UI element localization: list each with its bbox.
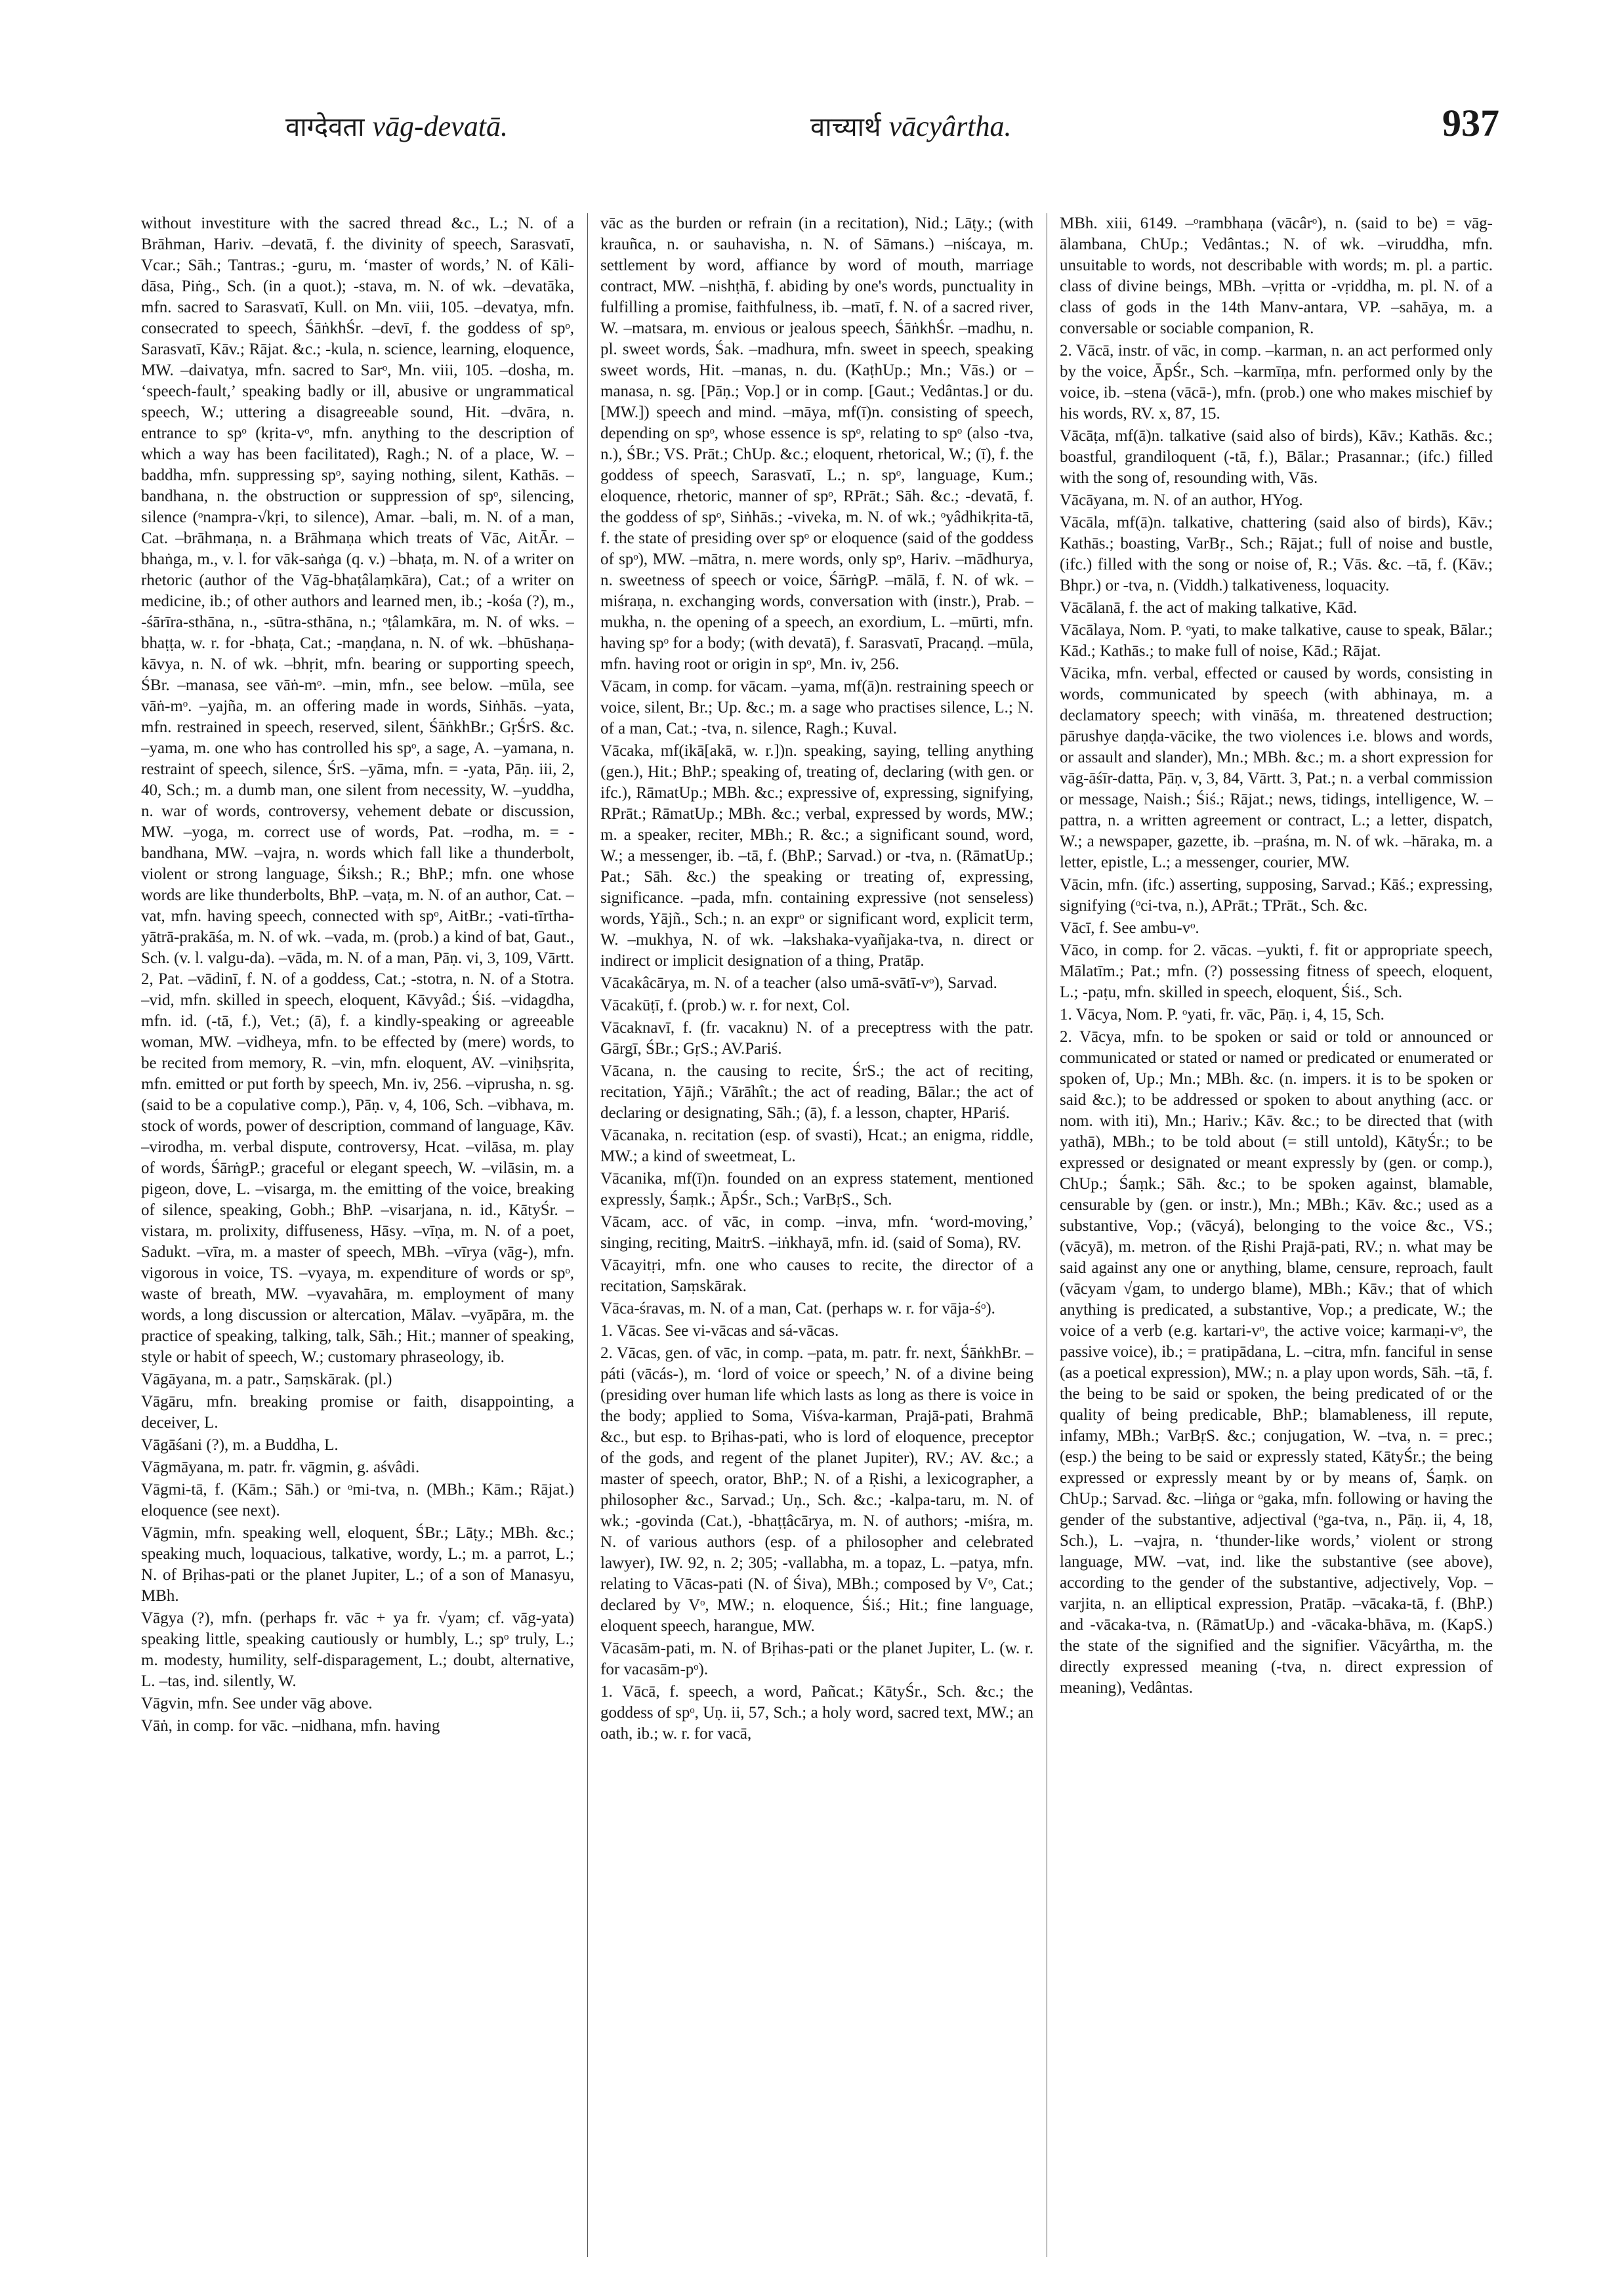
dictionary-entry: Vāco, in comp. for 2. vācas. –yukti, f. fit or appropriate speech, Mālatīm.; Pat.; mfn. (?) possessing fitness of speech, eloquent, L.; -paṭu, mfn. skilled in speech, eloquent, Śiś., Sch. (1060, 941, 1493, 1001)
dictionary-entry: Vācālaya, Nom. P. ᵒyati, to make talkative, cause to speak, Bālar.; Kād.; Kathās.; to make full of noise, Kād.; Rājat. (1060, 621, 1493, 660)
dictionary-entry: Vācanaka, n. recitation (esp. of svasti), Hcat.; an enigma, riddle, MW.; a kind of sweetmeat, L. (600, 1127, 1033, 1165)
dictionary-entry: 1. Vācas. See vi-vācas and sá-vācas. (600, 1322, 839, 1340)
page-number: 937 (1442, 102, 1499, 144)
dictionary-entry: Vācāṭa, mf(ā)n. talkative (said also of birds), Kāv.; Kathās. &c.; boastful, grandiloquent (-tā, f.), Bālar.; Prasannar.; (ifc.) filled with the song of, resounding with, Vās. (1060, 427, 1493, 487)
dictionary-entry: Vācasām-pati, m. N. of Bṛihas-pati or the planet Jupiter, L. (w. r. for vacasām-pᵒ). (600, 1640, 1033, 1678)
dictionary-entry: Vāgvin, mfn. See under vāg above. (141, 1695, 373, 1712)
dictionary-entry: Vācāyana, m. N. of an author, HYog. (1060, 491, 1303, 509)
dictionary-entry: vāc as the burden or refrain (in a recitation), Nid.; Lāṭy.; (with krauñca, n. or sauhavisha, n. N. of Sāmans.) –niścaya, m. settlement by word, affiance by word of mouth, marriage contract, MW. –nishṭhā, f. abiding by one's words, punctuality in fulfilling a promise, faithfulness, ib. –matī, f. N. of a sacred river, W. –matsara, m. envious or jealous speech, ŚāṅkhŚr. –madhu, n. pl. sweet words, Śak. –madhura, mfn. sweet in speech, speaking sweet words, Hit. –manas, n. du. (KaṭhUp.; Mn.; Vās.) or –manasa, n. sg. [Pāṇ.; Vop.] or in comp. [Gaut.; Vedântas.] or du. [MW.]) speech and mind. –māya, mf(ī)n. consisting of speech, depending on spᵒ, whose essence is spᵒ, relating to spᵒ (also -tva, n.), ŚBr.; VS. Prāt.; ChUp. &c.; eloquent, rhetorical, W.; (ī), f. the goddess of speech, Sarasvatī, L.; n. spᵒ, language, Kum.; eloquence, rhetoric, manner of spᵒ, RPrāt.; Sāh. &c.; -devatā, f. the goddess of spᵒ, Siṅhās.; -viveka, m. N. of wk.; ᵒyâdhikṛita-tā, f. the state of presiding over spᵒ or eloquence (said of the goddess of spᵒ), MW. –mātra, n. mere words, only spᵒ, Hariv. –mādhurya, n. sweetness of speech or voice, ŚārṅgP. –mālā, f. N. of wk. –miśraṇa, n. exchanging words, conversation with (instr.), Prab. –mukha, n. the opening of a speech, an exordium, L. –mūrti, mfn. having spᵒ for a body; (with devatā), f. Sarasvatī, Pracaṇḍ. –mūla, mfn. having root or origin in spᵒ, Mn. iv, 256. (600, 215, 1033, 673)
dictionary-entry: 2. Vācya, mfn. to be spoken or said or told or announced or communicated or stated or named or predicated or enumerated or spoken of, Up.; Mn.; MBh. &c. (n. impers. it is to be spoken or said &c.); to be addressed or spoken to about anything (acc. or nom. with iti), Mn.; Hariv.; Kāv. &c.; to be directed that (with yathā), MBh.; to be told about (= still untold), KātyŚr.; to be expressed or designated or meant expressly by (gen. or comp.), ChUp.; Śaṃk.; Sāh. &c.; to be spoken against, blamable, censurable by (gen. or instr.), Mn.; MBh.; Kāv. &c.; used as a substantive, Vop.; (vācyá), belonging to the voice &c., VS.; (vācyā), m. metron. of the Ṛishi Prajā-pati, RV.; n. what may be said against any one or anything, blame, censure, reproach, fault (vācyam √gam, to undergo blame), MBh.; Kāv.; that of which anything is predicated, a substantive, Vop.; a predicate, W.; the voice of a verb (e.g. kartari-vᵒ, the active voice; karmaṇi-vᵒ, the passive voice), ib.; = pratipādana, L. –citra, mfn. fanciful in sense (as a poetical expression), MW.; n. a play upon words, Sāh. –tā, f. the being to be said or spoken, the being predicated of or the quality of being predicable, BhP.; blamableness, ill repute, infamy, MBh.; VarBṛS. &c.; conjugation, W. –tva, n. = prec.; (esp.) the being to be said or expressly stated, KātyŚr.; the being expressed or expressly meant by or by means of, Śaṃk. on ChUp.; Sarvad. &c. –liṅga or ᵒgaka, mfn. following or having the gender of the substantive, adjectival (ᵒga-tva, n., Pāṇ. ii, 4, 18, Sch.), L. –vajra, n. ‘thunder-like words,’ violent or strong language, MW. –vat, ind. like the substantive (see above), according to the gender of the substantive, adjectively, Vop. –varjita, n. an elliptical expression, Pratāp. –vācaka-tā, f. (BhP.) and -vācaka-tva, n. (RāmatUp.) and -vācaka-bhāva, m. (KapS.) the state of the signified and the signifier. Vācyârtha, m. the directly expressed meaning (-tva, n. direct expression of meaning), Vedântas. (1060, 1028, 1493, 1697)
dictionary-entry: 2. Vācā, instr. of vāc, in comp. –karman, n. an act performed only by the voice, ĀpŚr., Sch. –karmīṇa, mfn. performed only by the voice, ib. –stena (vācā-), mfn. (prob.) one who makes mischief by his words, RV. x, 87, 15. (1060, 342, 1493, 423)
dictionary-entry: 1. Vācya, Nom. P. ᵒyati, fr. vāc, Pāṇ. i, 4, 15, Sch. (1060, 1006, 1385, 1023)
dictionary-entry: Vāgya (?), mfn. (perhaps fr. vāc + ya fr. √yam; cf. vāg-yata) speaking little, speaking cautiously or humbly, L.; spᵒ truly, L.; m. modesty, humility, self-disparagement, L.; doubt, alternative, L. –tas, ind. silently, W. (141, 1609, 574, 1690)
dictionary-entry: Vāgmi-tā, f. (Kām.; Sāh.) or ᵒmi-tva, n. (MBh.; Kām.; Rājat.) eloquence (see next). (141, 1481, 574, 1520)
dictionary-columns (141, 213, 1499, 2257)
dictionary-entry: 2. Vācas, gen. of vāc, in comp. –pata, m. patr. fr. next, ŚāṅkhBr. –páti (vācás-), m. ‘lord of voice or speech,’ N. of a divine being (presiding over human life which lasts as long as there is voice in the body; applied to Soma, Viśva-karman, Prajā-pati, Brahmā &c., but esp. to Bṛihas-pati, who is lord of eloquence, preceptor of the gods, and regent of the planet Jupiter), RV.; AV. &c.; a master of speech, orator, BhP.; N. of a Ṛishi, a lexicographer, a philosopher &c., Sarvad.; Uṇ., Sch. &c.; -kalpa-taru, m. N. of wk.; -govinda (Cat.), -bhaṭṭâcārya, m. N. of authors; -miśra, m. N. of various authors (esp. of a philosopher and celebrated lawyer), IW. 92, n. 2; 305; -vallabha, m. a topaz, L. –patya, mfn. relating to Vācas-pati (N. of Śiva), MBh.; composed by Vᵒ, Cat.; declared by Vᵒ, MW.; n. eloquence, Śiś.; Hit.; fine language, eloquent speech, harangue, MW. (600, 1344, 1033, 1635)
running-head-left-translit: vāg-devatā. (372, 110, 508, 142)
dictionary-entry: without investiture with the sacred thread &c., L.; N. of a Brāhman, Hariv. –devatā, f. the divinity of speech, Sarasvatī, Vcar.; Sāh.; Tantras.; -guru, m. ‘master of words,’ N. of Kāli-dāsa, Piṅg., Sch. (in a quot.); -stava, m. N. of wk. –devatāka, mfn. sacred to Sarasvatī, Kull. on Mn. viii, 105. –devatya, mfn. consecrated to speech, ŚāṅkhŚr. –devī, f. the goddess of spᵒ, Sarasvatī, Kāv.; Rājat. &c.; -kula, n. science, learning, eloquence, MW. –daivatya, mfn. sacred to Sarᵒ, Mn. viii, 105. –dosha, m. ‘speech-fault,’ speaking badly or ill, abusive or ungrammatical speech, W.; uttering a disagreeable sound, Hit. –dvāra, n. entrance to spᵒ (kṛita-vᵒ, mfn. anything to the description of which a way has been facilitated), Ragh.; N. of a place, W. –baddha, mfn. suppressing spᵒ, saying nothing, silent, Kathās. –bandhana, n. the obstruction or suppression of spᵒ, silencing, silence (ᵒnampra-√kṛi, to silence), Amar. –bali, m. N. of a man, Cat. –brāhmaṇa, n. a Brāhmaṇa which treats of Vāc, AitĀr. –bhaṅga, m., v. l. for vāk-saṅga (q. v.) –bhaṭa, m. N. of a writer on rhetoric (author of the Vāg-bhaṭâlaṃkāra), Cat.; of a writer on medicine, ib.; of other authors and learned men, ib.; -kośa (?), m., -śārīra-sthāna, n., -sūtra-sthāna, n.; ᵒṭâlamkāra, m. N. of wks. –bhaṭṭa, w. r. for -bhaṭa, Cat.; -maṇḍana, n. N. of wk. –bhūshaṇa-kāvya, n. N. of wk. –bhṛit, mfn. bearing or supporting speech, ŚBr. –manasa, see vāṅ-mᵒ. –min, mfn., see below. –mūla, see vāṅ-mᵒ. –yajña, m. an offering made in words, Siṅhās. –yata, mfn. restrained in speech, reserved, silent, ŚāṅkhBr.; GṛŚrS. &c. –yama, m. one who has controlled his spᵒ, a sage, A. –yamana, n. restraint of speech, silence, ŚrS. –yāma, mfn. = -yata, Pāṇ. iii, 2, 40, Sch.; m. a dumb man, one silent from necessity, W. –yuddha, n. war of words, controversy, vehement debate or discussion, MW. –yoga, m. correct use of words, Pat. –rodha, m. = -bandhana, MW. –vajra, n. words which fall like a thunderbolt, violent or strong language, Śiksh.; R.; BhP.; mfn. one whose words are like thunderbolts, BhP. –vaṭa, m. N. of an author, Cat. –vat, mfn. having speech, connected with spᵒ, AitBr.; -vati-tīrtha-yātrā-prakāśa, m. N. of wk. –vada, m. (prob.) a kind of bat, Gaut., Sch. (v. l. valgu-da). –vāda, m. N. of a man, Pāṇ. vi, 3, 109, Vārtt. 2, Pat. –vādinī, f. N. of a goddess, Cat.; -stotra, n. N. of a Stotra. –vid, mfn. skilled in speech, eloquent, Kāvyâd.; Śiś. –vidagdha, mfn. id. (-tā, f.), Vet.; (ā), f. a kindly-speaking or agreeable woman, MW. –vidheya, mfn. to be effected by (mere) words, to be recited from memory, R. –vin, mfn. eloquent, AV. –viniḥsṛita, mfn. emitted or put forth by speech, Mn. iv, 256. –viprusha, n. sg. (said to be a copulative comp.), Pāṇ. v, 4, 106, Sch. –vibhava, m. stock of words, power of description, command of language, Kāv. –virodha, m. verbal dispute, controversy, Hcat. –vilāsa, m. play of words, ŚārṅgP.; graceful or elegant speech, W. –vilāsin, m. a pigeon, dove, L. –visarga, m. the emitting of the voice, breaking of silence, speaking, Gobh.; BhP. –visarjana, n. id., KātyŚr. –vistara, m. prolixity, diffuseness, Hāsy. –vīṇa, m. N. of a poet, Sadukt. –vīra, m. a master of speech, MBh. –vīrya (vāg-), mfn. vigorous in voice, TS. –vyaya, m. expenditure of words or spᵒ, waste of breath, MW. –vyavahāra, m. employment of many words, a long discussion or altercation, Mālav. –vyāpāra, m. the practice of speaking, talking, talk, Sāh.; Hit.; manner of speaking, style or habit of speech, W.; customary phraseology, ib. (141, 215, 574, 1366)
running-head-right-devanagari: वाच्यार्थ (810, 112, 881, 142)
dictionary-entry: Vāgmāyana, m. patr. fr. vāgmin, g. aśvâdi. (141, 1458, 420, 1476)
dictionary-entry: Vācakūṭī, f. (prob.) w. r. for next, Col. (600, 997, 850, 1014)
column-divider-1 (587, 213, 588, 2257)
dictionary-entry: Vācika, mfn. verbal, effected or caused by words, consisting in words, communicated by speech (with abhinaya, m. a declamatory speech; with vināśa, m. threatened destruction; pārushye daṇḍa-vācike, the two violences i.e. blows and words, or assault and slander), Mn.; MBh. &c.; m. a short expression for vāg-āśīr-datta, Pāṇ. v, 3, 84, Vārtt. 3, Pat.; n. a verbal commission or message, Naish.; Śiś.; Rājat.; news, tidings, intelligence, W. –pattra, n. a written agreement or contract, L.; a letter, dispatch, W.; a newspaper, gazette, ib. –praśna, m. N. of wk. –hāraka, m. a letter, epistle, L.; a messenger, courier, MW. (1060, 665, 1493, 871)
dictionary-entry: Vācaka, mf(ikā[akā, w. r.])n. speaking, saying, telling anything (gen.), Hit.; BhP.; speaking of, treating of, declaring (with gen. or ifc.), RāmatUp.; MBh. &c.; expressive of, expressing, signifying, RPrāt.; RāmatUp.; MBh. &c.; verbal, expressed by words, MW.; m. a speaker, reciter, MBh.; R. &c.; a significant sound, word, W.; a messenger, ib. –tā, f. (BhP.; Sarvad.) or -tva, n. (RāmatUp.; Pat.; Sāh. &c.) the speaking or treating of, expressing, significance. –pada, mfn. containing expressive (not senseless) words, Yājñ., Sch.; n. an exprᵒ or significant word, explicit term, W. –mukhya, N. of wk. –lakshaka-vyañjaka-tva, n. direct or indirect or implicit designation of a thing, Pratāp. (600, 742, 1033, 970)
dictionary-entry: Vācī, f. See ambu-vᵒ. (1060, 919, 1199, 937)
dictionary-entry: MBh. xiii, 6149. –ᵒrambhaṇa (vācârᵒ), n. (said to be) = vāg-ālambana, ChUp.; Vedântas.; N. of wk. –viruddha, mfn. unsuitable to words, not describable with words; m. pl. a partic. class of divine beings, MBh. –vṛitta or -vṛiddha, m. pl. N. of a class of gods in the 14th Manv-antara, VP. –sahāya, m. a conversable or sociable companion, R. (1060, 215, 1493, 337)
dictionary-entry: Vācālanā, f. the act of making talkative, Kād. (1060, 599, 1358, 617)
page-header (141, 98, 1499, 157)
dictionary-entry: 1. Vācā, f. speech, a word, Pañcat.; KātyŚr., Sch. &c.; the goddess of spᵒ, Uṇ. ii, 57, Sch.; a holy word, sacred text, MW.; an oath, ib.; w. r. for vacā, (600, 1683, 1033, 1743)
running-head-right-translit: vācyârtha. (888, 110, 1012, 142)
running-head-left-devanagari: वाग्देवता (285, 112, 365, 142)
dictionary-entry: Vāgmin, mfn. speaking well, eloquent, ŚBr.; Lāṭy.; MBh. &c.; speaking much, loquacious, talkative, wordy, L.; m. a parrot, L.; N. of Bṛihas-pati or the planet Jupiter, L.; of a son of Manasyu, MBh. (141, 1524, 574, 1605)
dictionary-entry: Vācanika, mf(ī)n. founded on an express statement, mentioned expressly, Śaṃk.; ĀpŚr., Sch.; VarBṛS., Sch. (600, 1170, 1033, 1209)
dictionary-entry: Vācāla, mf(ā)n. talkative, chattering (said also of birds), Kāv.; Kathās.; boasting, VarBṛ., Sch.; Rājat.; full of noise and bustle, (ifc.) filled with the song or noise of, R.; Vās. &c. –tā, f. (Kāv.; Bhpr.) or -tva, n. (Viddh.) talkativeness, loquacity. (1060, 514, 1493, 594)
dictionary-entry: Vācam, acc. of vāc, in comp. –inva, mfn. ‘word-moving,’ singing, reciting, MaitrS. –iṅkhayā, mfn. id. (said of Soma), RV. (600, 1213, 1033, 1252)
dictionary-entry: Vāgāśani (?), m. a Buddha, L. (141, 1436, 339, 1454)
column-2 (600, 213, 1033, 2257)
dictionary-entry: Vācam, in comp. for vācam. –yama, mf(ā)n. restraining speech or voice, silent, Br.; Up. &c.; m. a sage who practises silence, L.; N. of a man, Cat.; -tva, n. silence, Ragh.; Kuval. (600, 678, 1033, 737)
dictionary-entry: Vācakâcārya, m. N. of a teacher (also umā-svātī-vᵒ), Sarvad. (600, 974, 997, 992)
dictionary-entry: Vācin, mfn. (ifc.) asserting, supposing, Sarvad.; Kāś.; expressing, signifying (ᵒci-tva, n.), APrāt.; TPrāt., Sch. &c. (1060, 876, 1493, 915)
dictionary-entry: Vācayitṛi, mfn. one who causes to recite, the director of a recitation, Saṃskārak. (600, 1256, 1033, 1295)
dictionary-entry: Vāṅ, in comp. for vāc. –nidhana, mfn. having (141, 1717, 440, 1735)
dictionary-entry: Vāgāyana, m. a patr., Saṃskārak. (pl.) (141, 1371, 392, 1388)
column-3 (1060, 213, 1493, 2257)
column-1 (141, 213, 574, 2257)
running-head-right (810, 108, 1012, 144)
running-head-left (285, 108, 508, 144)
dictionary-entry: Vācaknavī, f. (fr. vacaknu) N. of a preceptress with the patr. Gārgī, ŚBr.; GṛS.; AV.Pariś. (600, 1019, 1033, 1058)
dictionary-entry: Vācana, n. the causing to recite, ŚrS.; the act of reciting, recitation, Yājñ.; Vārāhît.; the act of reading, Bālar.; the act of declaring or designating, Sāh.; (ā), f. a lesson, chapter, HPariś. (600, 1062, 1033, 1122)
dictionary-entry: Vāca-śravas, m. N. of a man, Cat. (perhaps w. r. for vāja-śᵒ). (600, 1300, 995, 1317)
dictionary-entry: Vāgāru, mfn. breaking promise or faith, disappointing, a deceiver, L. (141, 1393, 574, 1432)
